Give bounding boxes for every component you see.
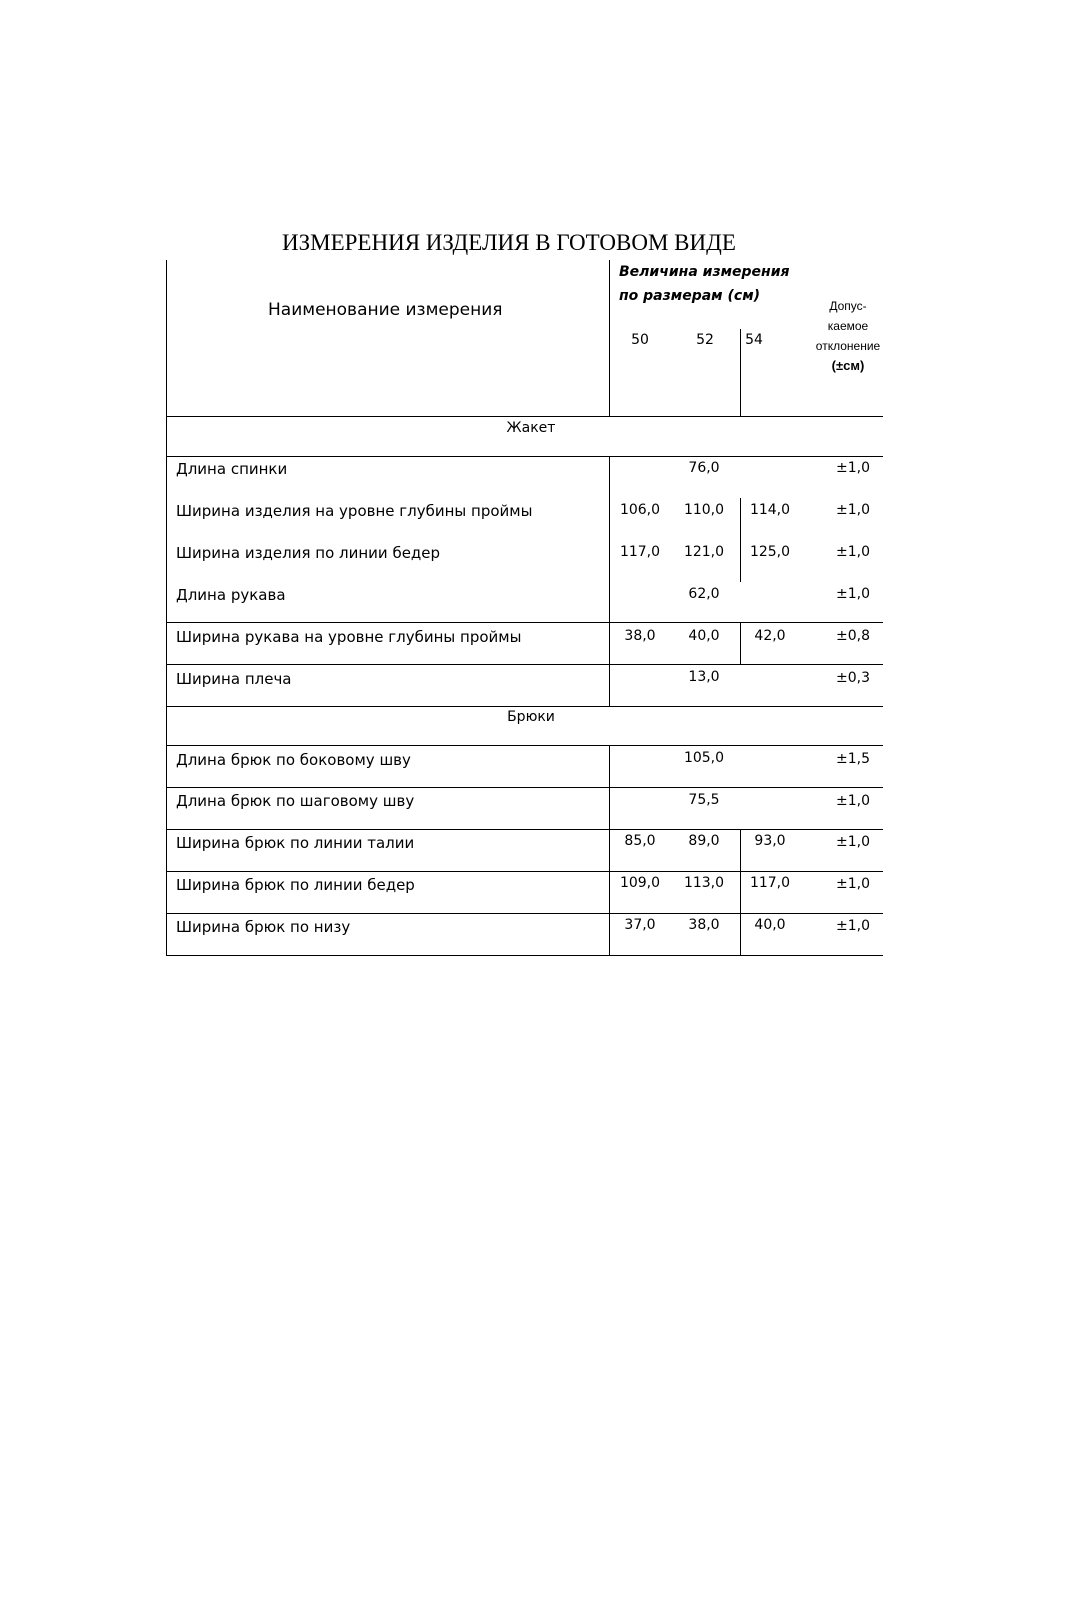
section-label-jacket: Жакет: [506, 420, 556, 436]
row-tolerance: ±1,0: [836, 586, 870, 602]
row-value-52: 110,0: [683, 502, 725, 518]
row-value-52: 121,0: [683, 544, 725, 560]
row-name: Ширина изделия на уровне глубины проймы: [176, 502, 533, 520]
row-tolerance: ±1,0: [836, 544, 870, 560]
header-size-52: 52: [696, 332, 714, 348]
header-size-54: 54: [745, 332, 763, 348]
page-title: ИЗМЕРЕНИЯ ИЗДЕЛИЯ В ГОТОВОМ ВИДЕ: [282, 230, 736, 255]
row-value-52: 40,0: [688, 628, 720, 644]
rule: [166, 664, 883, 665]
row-name: Длина брюк по шаговому шву: [176, 792, 415, 810]
row-tolerance: ±1,0: [836, 460, 870, 476]
row-value-50: 85,0: [624, 833, 656, 849]
rule: [166, 871, 883, 872]
row-value-52: 75,5: [688, 792, 720, 808]
row-value-54: 42,0: [754, 628, 786, 644]
row-value-52: 113,0: [683, 875, 725, 891]
section-label-trousers: Брюки: [507, 709, 555, 725]
rule: [166, 622, 883, 623]
row-value-54: 114,0: [749, 502, 791, 518]
row-tolerance: ±1,0: [836, 502, 870, 518]
rule: [166, 955, 883, 956]
row-name: Ширина плеча: [176, 670, 292, 688]
header-size-50: 50: [631, 332, 649, 348]
rule: [740, 622, 741, 664]
row-value-52: 76,0: [688, 460, 720, 476]
row-value-52: 62,0: [688, 586, 720, 602]
row-tolerance: ±0,8: [836, 628, 870, 644]
row-value-50: 38,0: [624, 628, 656, 644]
row-name: Длина рукава: [176, 586, 286, 604]
row-tolerance: ±1,0: [836, 793, 870, 809]
row-value-50: 117,0: [619, 544, 661, 560]
rule: [166, 706, 883, 707]
row-name: Ширина рукава на уровне глубины проймы: [176, 628, 522, 646]
row-name: Длина спинки: [176, 460, 288, 478]
row-name: Ширина брюк по линии талии: [176, 834, 415, 852]
row-value-52: 13,0: [688, 669, 720, 685]
row-name: Ширина изделия по линии бедер: [176, 544, 441, 562]
row-value-52: 38,0: [688, 917, 720, 933]
row-value-52: 89,0: [688, 833, 720, 849]
rule: [166, 260, 167, 956]
rule: [166, 456, 883, 457]
rule: [740, 498, 741, 582]
row-tolerance: ±1,0: [836, 834, 870, 850]
rule: [166, 913, 883, 914]
header-size-group: Величина измерения по размерам (см): [619, 264, 790, 304]
rule: [166, 829, 883, 830]
row-value-54: 125,0: [749, 544, 791, 560]
rule: [609, 622, 610, 706]
rule: [166, 745, 883, 746]
row-value-50: 106,0: [619, 502, 661, 518]
rule: [166, 787, 883, 788]
rule: [609, 260, 610, 417]
row-name: Ширина брюк по низу: [176, 918, 351, 936]
row-name: Ширина брюк по линии бедер: [176, 876, 415, 894]
row-value-52: 105,0: [683, 750, 725, 766]
row-tolerance: ±1,0: [836, 918, 870, 934]
rule: [740, 329, 741, 417]
rule: [166, 416, 883, 417]
row-value-54: 117,0: [749, 875, 791, 891]
rule: [740, 829, 741, 956]
row-name: Длина брюк по боковому шву: [176, 751, 411, 769]
row-tolerance: ±0,3: [836, 670, 870, 686]
row-value-50: 109,0: [619, 875, 661, 891]
row-tolerance: ±1,5: [836, 751, 870, 767]
rule: [609, 745, 610, 956]
row-value-54: 40,0: [754, 917, 786, 933]
header-tolerance: Допус- каемое отклонение (±см): [815, 299, 881, 373]
header-name-column: Наименование измерения: [268, 300, 503, 320]
row-tolerance: ±1,0: [836, 876, 870, 892]
rule: [609, 456, 610, 623]
row-value-50: 37,0: [624, 917, 656, 933]
row-value-54: 93,0: [754, 833, 786, 849]
